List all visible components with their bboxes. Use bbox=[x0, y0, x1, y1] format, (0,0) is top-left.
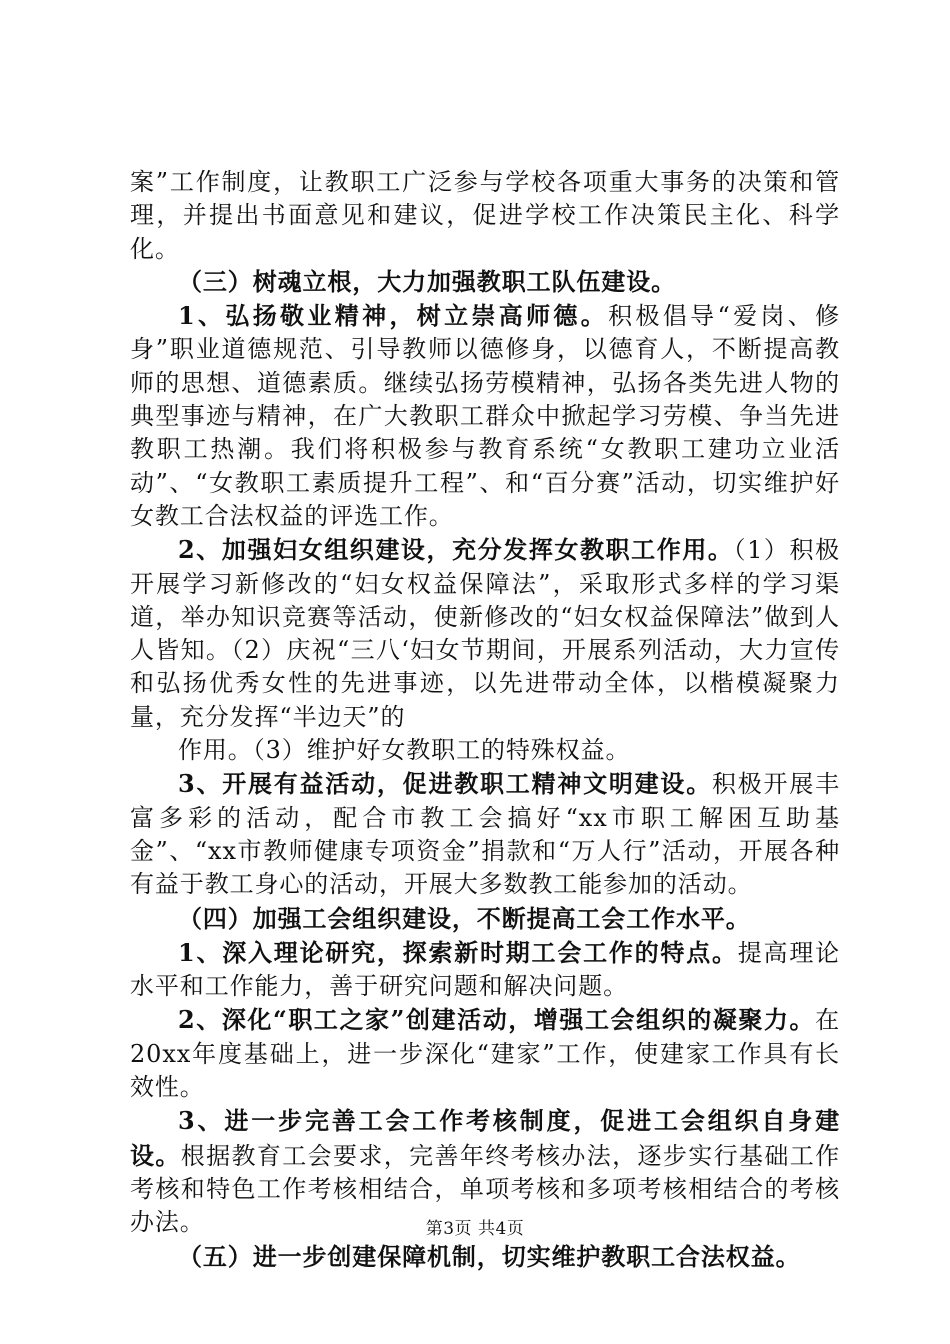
item-heading: 2、加强妇女组织建设，充分发挥女教职工作用。 bbox=[178, 535, 734, 565]
paragraph-item-3-2 bbox=[130, 533, 840, 734]
paragraph-text: 积极倡导“爱岗、修身”职业道德规范、引导教师以德修身，以德育人，不断提高教师的思想、道德素质。继续弘扬劳模精神，弘扬各类先进人物的典型事迹与精神，在广大教职工群众中掀起学习劳模、争当先进教职工热潮。我们将积极参与教育系统“女教职工建功立业活动”、“女教职工素质提升工程”、和“百分赛”活动，切实维护好女教工合法权益的评选工作。 bbox=[130, 302, 840, 530]
paragraph-item-3-3 bbox=[130, 767, 840, 901]
paragraph-text: 积极开展丰富多彩的活动，配合市教工会搞好“xx市职工解困互助基金”、“xx市教师健康专项资金”捐款和“万人行”活动，开展各种有益于教工身心的活动，开展大多数教工能参加的活动。 bbox=[130, 770, 841, 899]
page-number: 第3页 共4页 bbox=[425, 1219, 525, 1239]
item-heading: 3、开展有益活动，促进教职工精神文明建设。 bbox=[178, 769, 712, 799]
section-heading-3 bbox=[130, 266, 840, 299]
section-heading-5 bbox=[130, 1240, 840, 1274]
item-heading: 2、深化“职工之家”创建活动，增强工会组织的凝聚力。 bbox=[178, 1005, 816, 1035]
paragraph-continuation bbox=[130, 166, 840, 266]
paragraph-text: 作用。（3）维护好女教职工的特殊权益。 bbox=[178, 736, 631, 765]
paragraph-text: 案”工作制度，让教职工广泛参与学校各项重大事务的决策和管理，并提出书面意见和建议，促进学校工作决策民主化、科学化。 bbox=[130, 168, 840, 263]
section-heading-text: （三）树魂立根，大力加强教职工队伍建设。 bbox=[178, 267, 676, 296]
paragraph-item-3-2-continued bbox=[130, 734, 840, 767]
document-body bbox=[130, 166, 840, 1274]
item-heading: 3、进一步完善工会工作考核制度，促进工会组织自身建设。 bbox=[130, 1106, 840, 1170]
section-heading-text: （五）进一步创建保障机制，切实维护教职工合法权益。 bbox=[178, 1241, 801, 1271]
item-heading: 1、深入理论研究，探索新时期工会工作的特点。 bbox=[178, 937, 738, 967]
item-heading: 1、弘扬敬业精神，树立崇高师德。 bbox=[178, 301, 609, 331]
paragraph-text: （1）积极开展学习新修改的“妇女权益保障法”，采取形式多样的学习渠道，举办知识竞赛等活动，使新修改的“妇女权益保障法”做到人人皆知。（2）庆祝“三八‘妇女节期间，开展系列活动，大力宣传和弘扬优秀女性的先进事迹，以先进带动全体，以楷模凝聚力量，充分发挥“半边天”的 bbox=[130, 536, 840, 731]
paragraph-text: 在20xx年度基础上，进一步深化“建家”工作，使建家工作具有长效性。 bbox=[130, 1006, 840, 1102]
page-footer bbox=[0, 1214, 950, 1239]
section-heading-4 bbox=[130, 902, 840, 936]
paragraph-item-4-1 bbox=[130, 936, 840, 1004]
paragraph-item-3-1 bbox=[130, 299, 840, 533]
paragraph-text: 根据教育工会要求，完善年终考核办法，逐步实行基础工作考核和特色工作考核相结合，单项考核和多项考核相结合的考核办法。 bbox=[130, 1141, 840, 1237]
section-heading-text: （四）加强工会组织建设，不断提高工会工作水平。 bbox=[178, 903, 751, 933]
paragraph-text: 提高理论水平和工作能力，善于研究问题和解决问题。 bbox=[130, 938, 840, 1001]
paragraph-item-4-2 bbox=[130, 1003, 840, 1104]
